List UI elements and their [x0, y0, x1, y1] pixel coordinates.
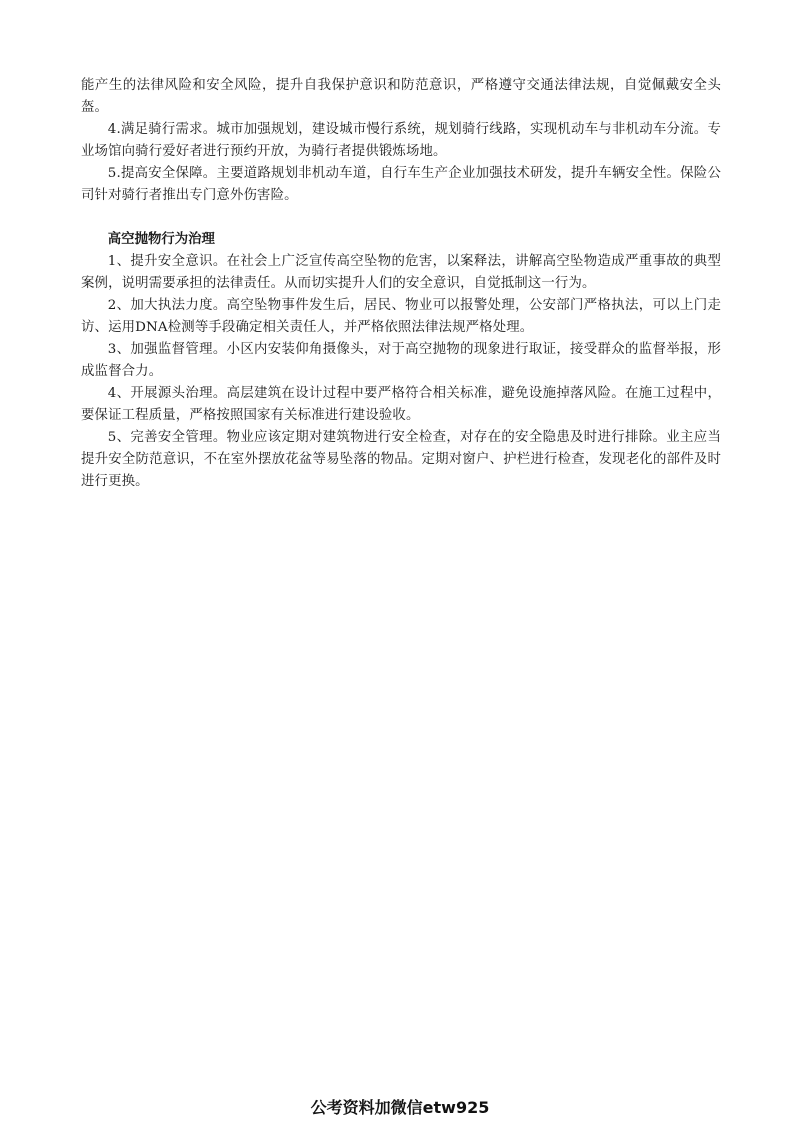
- paragraph-item-4b: 4、开展源头治理。高层建筑在设计过程中要严格符合相关标准，避免设施掉落风险。在施工过程中，要保证工程质量，严格按照国家有关标准进行建设验收。: [81, 386, 721, 423]
- paragraph-item-5: 5.提高安全保障。主要道路规划非机动车道，自行车生产企业加强技术研发，提升车辆安全性。保险公司针对骑行者推出专门意外伤害险。: [81, 166, 721, 203]
- paragraph-item-4: 4.满足骑行需求。城市加强规划，建设城市慢行系统，规划骑行线路，实现机动车与非机动车分流。专业场馆向骑行爱好者进行预约开放，为骑行者提供锻炼场地。: [81, 122, 721, 159]
- paragraph-continuation: 能产生的法律风险和安全风险，提升自我保护意识和防范意识，严格遵守交通法律法规，自觉佩戴安全头盔。: [81, 78, 721, 115]
- paragraph-item-5b: 5、完善安全管理。物业应该定期对建筑物进行安全检查，对存在的安全隐患及时进行排除。业主应当提升安全防范意识，不在室外摆放花盆等易坠落的物品。定期对窗户、护栏进行检查，发现老化的部件及时进行更换。: [81, 430, 721, 489]
- paragraph-item-1: 1、提升安全意识。在社会上广泛宣传高空坠物的危害，以案释法，讲解高空坠物造成严重事故的典型案例，说明需要承担的法律责任。从而切实提升人们的安全意识，自觉抵制这一行为。: [81, 254, 721, 291]
- footer-watermark-text: 公考资料加微信etw925: [310, 1098, 490, 1117]
- section-title: 高空抛物行为治理: [107, 232, 215, 247]
- paragraph-item-2: 2、加大执法力度。高空坠物事件发生后，居民、物业可以报警处理，公安部门严格执法，可以上门走访、运用DNA检测等手段确定相关责任人，并严格依照法律法规严格处理。: [81, 298, 721, 335]
- paragraph-item-3: 3、加强监督管理。小区内安装仰角摄像头，对于高空抛物的现象进行取证，接受群众的监督举报，形成监督合力。: [81, 342, 721, 379]
- document-body: [81, 75, 721, 493]
